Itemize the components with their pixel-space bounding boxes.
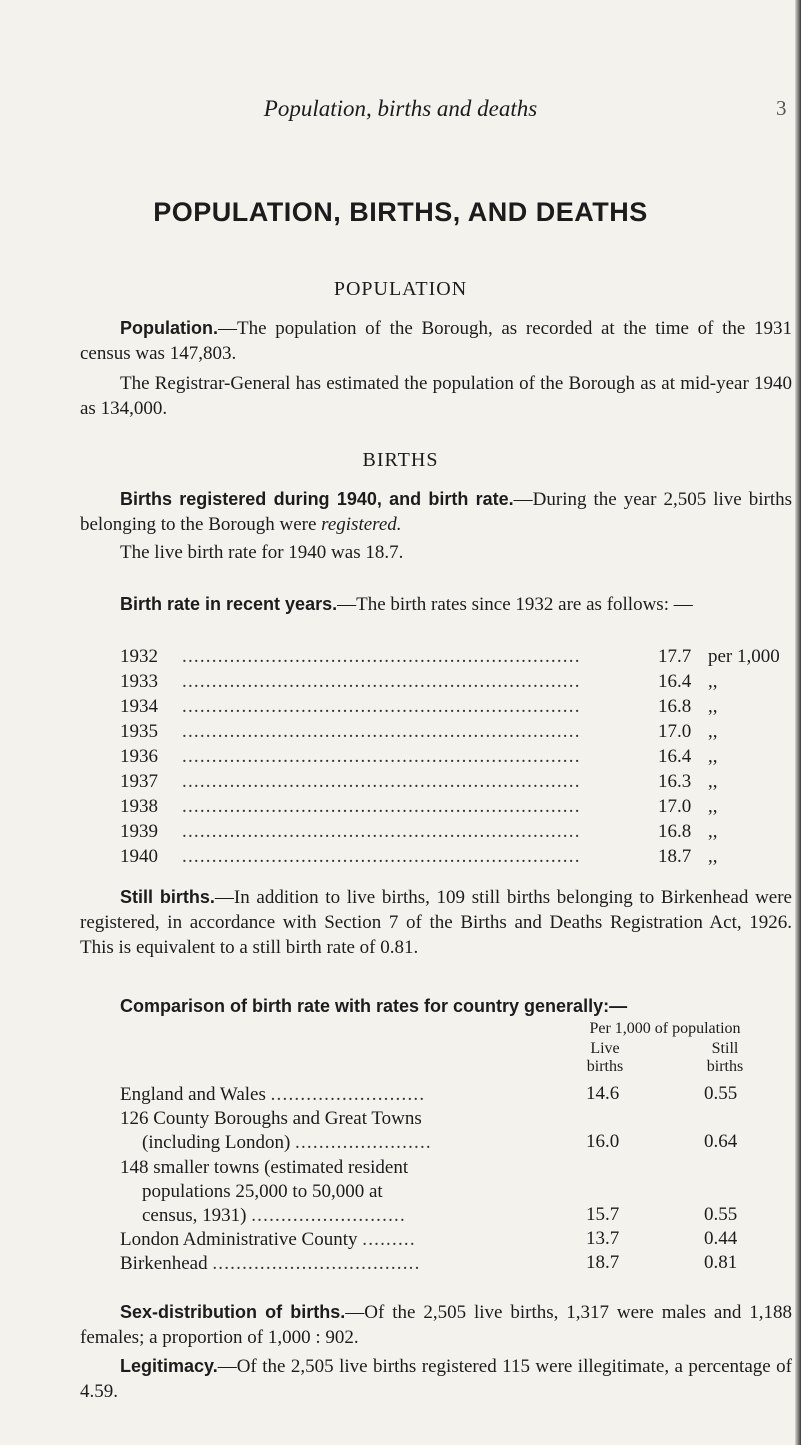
- still-births-value: 0.64: [704, 1131, 738, 1152]
- still-births-value: 0.55: [704, 1083, 738, 1104]
- rate-year: 1935: [120, 721, 158, 742]
- row-label: [120, 1131, 720, 1155]
- rate-unit: ,,: [708, 746, 718, 767]
- col-group-header: Per 1,000 of population: [589, 1020, 741, 1037]
- births-registered-italic: registered.: [321, 514, 402, 535]
- live-births-value: 15.7: [586, 1204, 620, 1225]
- row-label-line: 148 smaller towns (estimated resident: [120, 1157, 409, 1178]
- rate-unit: ,,: [708, 821, 718, 842]
- sex-distribution-runin: Sex-distribution of births.: [120, 1302, 346, 1322]
- leader-dots: ..........................: [270, 1084, 426, 1105]
- rate-unit: per 1,000: [708, 646, 780, 667]
- rate-unit: ,,: [708, 721, 718, 742]
- row-label: [120, 1252, 720, 1276]
- still-births-value: 0.55: [704, 1204, 738, 1225]
- row-label-line: 126 County Boroughs and Great Towns: [120, 1108, 422, 1129]
- rate-value: 18.7: [658, 846, 692, 867]
- rate-year: 1934: [120, 696, 158, 717]
- running-title: Population, births and deaths: [263, 96, 538, 121]
- live-births-value: 13.7: [586, 1228, 620, 1249]
- leader-dots: ...................................................................: [182, 646, 581, 667]
- leader-dots: ...................................: [212, 1253, 421, 1274]
- rate-year: 1938: [120, 796, 158, 817]
- rate-year: 1932: [120, 646, 158, 667]
- comparison-heading-text: Comparison of birth rate with rates for country generally:—: [120, 996, 628, 1016]
- row-label: [120, 1083, 720, 1107]
- rate-unit: ,,: [708, 796, 718, 817]
- row-label-line: England and Wales: [120, 1084, 266, 1105]
- rate-unit: ,,: [708, 671, 718, 692]
- rate-unit: ,,: [708, 696, 718, 717]
- population-text: —The population of the Borough, as recorded at the time of the 1931 census was 147,803.: [80, 318, 792, 364]
- col-still-header-1: Still: [711, 1040, 739, 1057]
- row-label-line: London Administrative County: [120, 1229, 358, 1250]
- rate-year: 1933: [120, 671, 158, 692]
- legitimacy-text: —Of the 2,505 live births registered 115 were illegitimate, a percentage of 4.59.: [80, 1356, 792, 1402]
- still-births-text: —In addition to live births, 109 still births belonging to Birkenhead were registered, in accordance with Section 7 of the Births and Deaths Registration Act, 1926. This is equivalent to a still birth rate of 0.81.: [80, 887, 792, 958]
- row-label-line: populations 25,000 to 50,000 at: [142, 1181, 383, 1202]
- sex-distribution-text: —Of the 2,505 live births, 1,317 were males and 1,188 females; a proportion of 1,000 : 902.: [80, 1302, 792, 1348]
- leader-dots: ...................................................................: [182, 746, 581, 767]
- row-label: [120, 1204, 720, 1228]
- rate-value: 16.4: [658, 746, 692, 767]
- population-heading: POPULATION: [333, 278, 468, 300]
- recent-years-paragraph: [80, 592, 792, 617]
- rate-year: 1936: [120, 746, 158, 767]
- table-row: [120, 1228, 720, 1252]
- rate-value: 16.8: [658, 821, 692, 842]
- live-births-value: 18.7: [586, 1252, 620, 1273]
- table-row: [120, 1107, 720, 1155]
- leader-dots: ..........................: [251, 1205, 406, 1226]
- col-still-header-2: births: [706, 1058, 744, 1075]
- rate-value: 16.4: [658, 671, 692, 692]
- leader-dots: ...................................................................: [182, 671, 581, 692]
- page-number: 3: [776, 96, 787, 120]
- births-registered-runin: Births registered during 1940, and birth rate.: [120, 489, 514, 509]
- still-births-value: 0.44: [704, 1228, 738, 1249]
- recent-years-runin: Birth rate in recent years.: [120, 594, 338, 614]
- col-live-header-2: births: [586, 1058, 624, 1075]
- births-heading: BIRTHS: [362, 449, 439, 471]
- row-label-line: (including London): [142, 1132, 291, 1153]
- leader-dots: ...................................................................: [182, 796, 581, 817]
- comparison-heading: [80, 994, 792, 1019]
- row-label: [120, 1228, 720, 1252]
- rate-value: 16.8: [658, 696, 692, 717]
- rate-unit: ,,: [708, 771, 718, 792]
- rate-value: 17.7: [658, 646, 692, 667]
- table-row: [120, 1252, 720, 1276]
- live-births-value: 16.0: [586, 1131, 620, 1152]
- leader-dots: .........: [362, 1229, 416, 1250]
- table-row: [120, 1156, 720, 1228]
- legitimacy-paragraph: [80, 1354, 792, 1404]
- population-paragraph: [80, 316, 792, 366]
- rate-value: 17.0: [658, 721, 692, 742]
- still-births-runin: Still births.: [120, 887, 215, 907]
- leader-dots: ...................................................................: [182, 721, 581, 742]
- births-registered-text: —During the year 2,505 live births belonging to the Borough were: [80, 489, 792, 535]
- live-births-value: 14.6: [586, 1083, 620, 1104]
- main-title: POPULATION, BIRTHS, AND DEATHS: [153, 197, 648, 227]
- col-live-header-1: Live: [590, 1040, 620, 1057]
- leader-dots: ...................................................................: [182, 821, 581, 842]
- rate-unit: ,,: [708, 846, 718, 867]
- table-row: [120, 1083, 720, 1107]
- still-births-value: 0.81: [704, 1252, 738, 1273]
- legitimacy-runin: Legitimacy.: [120, 1356, 218, 1376]
- leader-dots: ...................................................................: [182, 771, 581, 792]
- rate-year: 1939: [120, 821, 158, 842]
- population-estimate-paragraph: The Registrar-General has estimated the population of the Borough as at mid-year 1940 as 134,000.: [80, 373, 792, 419]
- recent-years-text: —The birth rates since 1932 are as follows: —: [337, 594, 693, 615]
- rate-year: 1937: [120, 771, 158, 792]
- leader-dots: ...................................................................: [182, 846, 581, 867]
- leader-dots: ...................................................................: [182, 696, 581, 717]
- rate-year: 1940: [120, 846, 158, 867]
- row-label-line: census, 1931): [142, 1205, 247, 1226]
- birth-rate-1940-paragraph: The live birth rate for 1940 was 18.7.: [120, 542, 404, 563]
- sex-distribution-paragraph: [80, 1300, 792, 1350]
- row-label-line: Birkenhead: [120, 1253, 208, 1274]
- population-runin: Population.: [120, 318, 218, 338]
- leader-dots: .......................: [295, 1132, 432, 1153]
- births-registered-paragraph: [80, 487, 792, 537]
- rate-value: 16.3: [658, 771, 692, 792]
- still-births-paragraph: [80, 885, 792, 960]
- rate-value: 17.0: [658, 796, 692, 817]
